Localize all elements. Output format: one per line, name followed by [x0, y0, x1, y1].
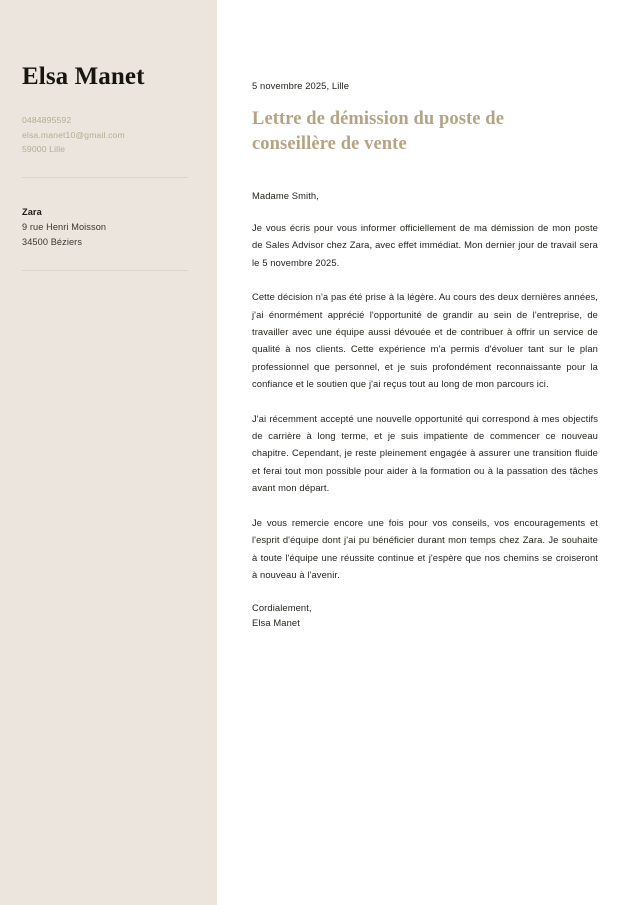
sender-contact-block	[22, 113, 202, 157]
letter-paragraph: J'ai récemment accepté une nouvelle opportunité qui correspond à mes objectifs de carrière à long terme, et je suis impatiente de commencer ce nouveau chapitre. Cependant, je reste pleinement engagée à assurer une transition fluide et ferai tout mon possible pour aider à la formation ou à la passation des tâches avant mon départ.	[252, 412, 598, 494]
date-location: 5 novembre 2025, Lille	[252, 80, 350, 91]
sender-name: Elsa Manet	[22, 63, 145, 90]
sidebar-divider-top	[22, 177, 188, 178]
sender-city: 59000 Lille	[22, 144, 66, 155]
closing-signature: Elsa Manet	[252, 617, 300, 629]
letter-body	[252, 219, 598, 630]
sender-email: elsa.manet10@gmail.com	[22, 129, 125, 140]
recipient-city: 34500 Béziers	[22, 237, 83, 247]
sender-phone: 0484895592	[22, 115, 72, 125]
sidebar-divider-bottom	[22, 270, 188, 271]
sidebar	[0, 0, 217, 905]
letter-title: Lettre de démission du poste de conseillère de vente	[252, 109, 505, 154]
closing-salutation: Cordialement,	[252, 602, 312, 614]
letter-closing	[252, 600, 598, 630]
letter-paragraph: Je vous remercie encore une fois pour vos conseils, vos encouragements et l'esprit d'équipe dont j'ai pu bénéficier durant mon temps chez Zara. Je souhaite à toute l'équipe une réussite continue et j'espère que nos chemins se croiseront à nouveau à l'avenir.	[252, 516, 598, 580]
recipient-block	[22, 205, 207, 250]
letter-paragraph: Cette décision n'a pas été prise à la légère. Au cours des deux dernières années, j'ai énormément apprécié l'opportunité de grandir au sein de l'entreprise, de travailler avec une équipe aussi dévouée et de contribuer à offrir un service de qualité à nos clients. Cette expérience m'a permis d'évoluer tant sur le plan professionnel que personnel, et je suis profondément reconnaissante pour la confiance et le soutien que j'ai reçus tout au long de mon parcours ici.	[252, 291, 598, 390]
salutation: Madame Smith,	[252, 190, 319, 201]
letter-content	[252, 0, 598, 905]
recipient-company: Zara	[22, 207, 42, 217]
recipient-street: 9 rue Henri Moisson	[22, 222, 107, 232]
letter-paragraph: Je vous écris pour vous informer officiellement de ma démission de mon poste de Sales Advisor chez Zara, avec effet immédiat. Mon dernier jour de travail sera le 5 novembre 2025.	[252, 222, 598, 268]
